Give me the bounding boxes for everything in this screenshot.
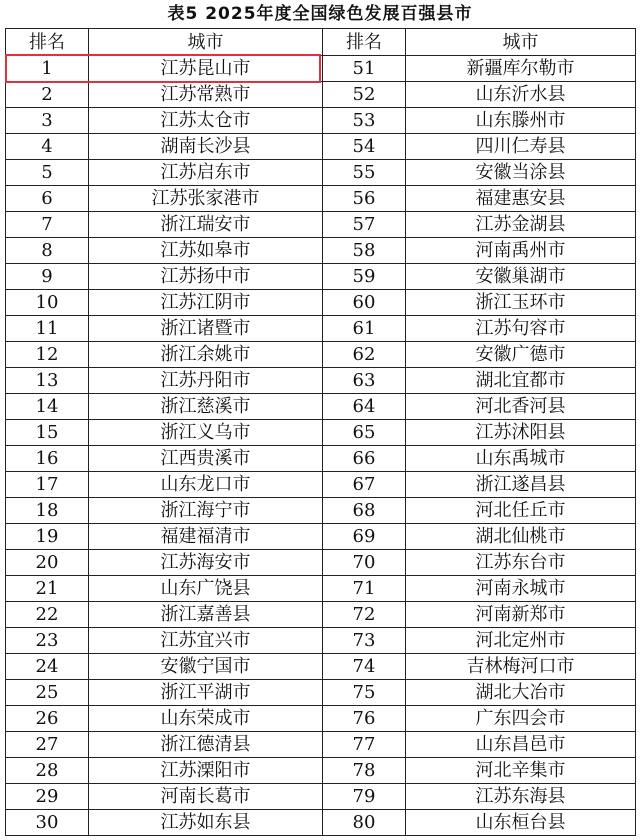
rank-cell-left: 17 bbox=[6, 472, 89, 498]
city-cell-left: 江苏如东县 bbox=[89, 810, 323, 836]
rank-cell-right: 80 bbox=[323, 810, 406, 836]
rank-cell-left: 20 bbox=[6, 550, 89, 576]
rank-cell-left: 5 bbox=[6, 160, 89, 186]
rank-cell-left: 26 bbox=[6, 706, 89, 732]
rank-cell-left: 24 bbox=[6, 654, 89, 680]
city-cell-right: 吉林梅河口市 bbox=[406, 654, 636, 680]
rank-cell-left: 9 bbox=[6, 264, 89, 290]
rank-cell-right: 70 bbox=[323, 550, 406, 576]
city-cell-left: 浙江诸暨市 bbox=[89, 316, 323, 342]
rank-cell-right: 51 bbox=[323, 56, 406, 82]
rank-cell-right: 56 bbox=[323, 186, 406, 212]
table-row bbox=[6, 420, 636, 446]
rank-cell-right: 60 bbox=[323, 290, 406, 316]
rank-cell-right: 75 bbox=[323, 680, 406, 706]
rank-cell-right: 65 bbox=[323, 420, 406, 446]
city-cell-left: 湖南长沙县 bbox=[89, 134, 323, 160]
table-row bbox=[6, 368, 636, 394]
table-row bbox=[6, 628, 636, 654]
table-row bbox=[6, 212, 636, 238]
header-rank-right: 排名 bbox=[323, 29, 406, 56]
city-cell-right: 湖北宜都市 bbox=[406, 368, 636, 394]
table-row bbox=[6, 238, 636, 264]
city-cell-right: 山东滕州市 bbox=[406, 108, 636, 134]
table-row bbox=[6, 82, 636, 108]
city-cell-right: 浙江遂昌县 bbox=[406, 472, 636, 498]
table-row bbox=[6, 134, 636, 160]
rank-cell-left: 10 bbox=[6, 290, 89, 316]
city-cell-left: 浙江海宁市 bbox=[89, 498, 323, 524]
city-cell-left: 浙江嘉善县 bbox=[89, 602, 323, 628]
city-cell-left: 河南长葛市 bbox=[89, 784, 323, 810]
rank-cell-right: 68 bbox=[323, 498, 406, 524]
rank-cell-left: 18 bbox=[6, 498, 89, 524]
city-cell-left: 浙江瑞安市 bbox=[89, 212, 323, 238]
rank-cell-right: 69 bbox=[323, 524, 406, 550]
city-cell-left: 江苏太仓市 bbox=[89, 108, 323, 134]
rank-cell-left: 25 bbox=[6, 680, 89, 706]
city-cell-right: 河北香河县 bbox=[406, 394, 636, 420]
rank-cell-right: 62 bbox=[323, 342, 406, 368]
rank-cell-left: 12 bbox=[6, 342, 89, 368]
table-row bbox=[6, 56, 636, 82]
table-row bbox=[6, 784, 636, 810]
table-row bbox=[6, 550, 636, 576]
city-cell-right: 江苏句容市 bbox=[406, 316, 636, 342]
rank-cell-right: 79 bbox=[323, 784, 406, 810]
city-cell-right: 河南永城市 bbox=[406, 576, 636, 602]
city-cell-right: 江苏东海县 bbox=[406, 784, 636, 810]
header-city-left: 城市 bbox=[89, 29, 323, 56]
city-cell-right: 河北辛集市 bbox=[406, 758, 636, 784]
city-cell-left: 江苏昆山市 bbox=[89, 56, 323, 82]
city-cell-right: 河北定州市 bbox=[406, 628, 636, 654]
rank-cell-left: 27 bbox=[6, 732, 89, 758]
city-cell-left: 江苏溧阳市 bbox=[89, 758, 323, 784]
table-row bbox=[6, 342, 636, 368]
table-row bbox=[6, 264, 636, 290]
table-header-row bbox=[6, 29, 636, 56]
city-cell-right: 湖北仙桃市 bbox=[406, 524, 636, 550]
rank-cell-right: 58 bbox=[323, 238, 406, 264]
rank-cell-left: 15 bbox=[6, 420, 89, 446]
table-row bbox=[6, 602, 636, 628]
table-row bbox=[6, 576, 636, 602]
city-cell-left: 安徽宁国市 bbox=[89, 654, 323, 680]
city-cell-left: 浙江余姚市 bbox=[89, 342, 323, 368]
table-row bbox=[6, 732, 636, 758]
rank-cell-left: 19 bbox=[6, 524, 89, 550]
rank-cell-left: 23 bbox=[6, 628, 89, 654]
rank-cell-right: 73 bbox=[323, 628, 406, 654]
city-cell-left: 江苏丹阳市 bbox=[89, 368, 323, 394]
rank-cell-right: 53 bbox=[323, 108, 406, 134]
header-city-right: 城市 bbox=[406, 29, 636, 56]
rank-cell-left: 3 bbox=[6, 108, 89, 134]
rank-cell-right: 59 bbox=[323, 264, 406, 290]
table-row bbox=[6, 290, 636, 316]
city-cell-left: 江西贵溪市 bbox=[89, 446, 323, 472]
rank-cell-left: 8 bbox=[6, 238, 89, 264]
rank-cell-left: 1 bbox=[6, 56, 89, 82]
rank-cell-left: 2 bbox=[6, 82, 89, 108]
rank-cell-left: 21 bbox=[6, 576, 89, 602]
rank-cell-right: 67 bbox=[323, 472, 406, 498]
city-cell-right: 山东昌邑市 bbox=[406, 732, 636, 758]
city-cell-left: 江苏张家港市 bbox=[89, 186, 323, 212]
rank-cell-right: 54 bbox=[323, 134, 406, 160]
city-cell-right: 浙江玉环市 bbox=[406, 290, 636, 316]
city-cell-left: 江苏江阴市 bbox=[89, 290, 323, 316]
rank-cell-left: 11 bbox=[6, 316, 89, 342]
city-cell-right: 湖北大冶市 bbox=[406, 680, 636, 706]
city-cell-left: 浙江慈溪市 bbox=[89, 394, 323, 420]
table-row bbox=[6, 108, 636, 134]
city-cell-right: 安徽当涂县 bbox=[406, 160, 636, 186]
city-cell-right: 江苏沭阳县 bbox=[406, 420, 636, 446]
city-cell-left: 江苏启东市 bbox=[89, 160, 323, 186]
rank-cell-right: 78 bbox=[323, 758, 406, 784]
city-cell-right: 福建惠安县 bbox=[406, 186, 636, 212]
rank-cell-right: 57 bbox=[323, 212, 406, 238]
city-cell-left: 浙江平湖市 bbox=[89, 680, 323, 706]
table-row bbox=[6, 654, 636, 680]
city-cell-right: 河南禹州市 bbox=[406, 238, 636, 264]
table-row bbox=[6, 498, 636, 524]
table-row bbox=[6, 524, 636, 550]
city-cell-right: 安徽广德市 bbox=[406, 342, 636, 368]
rank-cell-right: 52 bbox=[323, 82, 406, 108]
rank-cell-right: 55 bbox=[323, 160, 406, 186]
city-cell-left: 浙江义乌市 bbox=[89, 420, 323, 446]
city-cell-left: 福建福清市 bbox=[89, 524, 323, 550]
rank-cell-left: 7 bbox=[6, 212, 89, 238]
rank-cell-left: 30 bbox=[6, 810, 89, 836]
table-row bbox=[6, 810, 636, 836]
table-row bbox=[6, 160, 636, 186]
city-cell-right: 山东禹城市 bbox=[406, 446, 636, 472]
rank-cell-left: 14 bbox=[6, 394, 89, 420]
city-cell-right: 四川仁寿县 bbox=[406, 134, 636, 160]
rank-cell-right: 74 bbox=[323, 654, 406, 680]
ranking-table bbox=[5, 28, 636, 836]
rank-cell-left: 6 bbox=[6, 186, 89, 212]
city-cell-right: 江苏东台市 bbox=[406, 550, 636, 576]
rank-cell-right: 61 bbox=[323, 316, 406, 342]
rank-cell-right: 77 bbox=[323, 732, 406, 758]
rank-cell-left: 13 bbox=[6, 368, 89, 394]
rank-cell-right: 71 bbox=[323, 576, 406, 602]
table-title: 表5 2025年度全国绿色发展百强县市 bbox=[167, 4, 473, 24]
city-cell-left: 江苏如皋市 bbox=[89, 238, 323, 264]
table-row bbox=[6, 394, 636, 420]
city-cell-left: 浙江德清县 bbox=[89, 732, 323, 758]
header-rank-left: 排名 bbox=[6, 29, 89, 56]
rank-cell-right: 72 bbox=[323, 602, 406, 628]
table-row bbox=[6, 680, 636, 706]
table-row bbox=[6, 316, 636, 342]
rank-cell-left: 4 bbox=[6, 134, 89, 160]
table-row bbox=[6, 758, 636, 784]
city-cell-right: 广东四会市 bbox=[406, 706, 636, 732]
city-cell-left: 山东广饶县 bbox=[89, 576, 323, 602]
table-row bbox=[6, 446, 636, 472]
rank-cell-left: 16 bbox=[6, 446, 89, 472]
table-row bbox=[6, 186, 636, 212]
city-cell-left: 山东荣成市 bbox=[89, 706, 323, 732]
rank-cell-right: 63 bbox=[323, 368, 406, 394]
city-cell-right: 安徽巢湖市 bbox=[406, 264, 636, 290]
city-cell-left: 江苏扬中市 bbox=[89, 264, 323, 290]
rank-cell-right: 64 bbox=[323, 394, 406, 420]
city-cell-left: 江苏宜兴市 bbox=[89, 628, 323, 654]
city-cell-left: 江苏海安市 bbox=[89, 550, 323, 576]
city-cell-left: 山东龙口市 bbox=[89, 472, 323, 498]
rank-cell-left: 28 bbox=[6, 758, 89, 784]
city-cell-right: 新疆库尔勒市 bbox=[406, 56, 636, 82]
city-cell-right: 河南新郑市 bbox=[406, 602, 636, 628]
city-cell-right: 山东沂水县 bbox=[406, 82, 636, 108]
city-cell-right: 河北任丘市 bbox=[406, 498, 636, 524]
city-cell-right: 山东桓台县 bbox=[406, 810, 636, 836]
rank-cell-left: 29 bbox=[6, 784, 89, 810]
city-cell-right: 江苏金湖县 bbox=[406, 212, 636, 238]
table-row bbox=[6, 472, 636, 498]
table-row bbox=[6, 706, 636, 732]
rank-cell-left: 22 bbox=[6, 602, 89, 628]
city-cell-left: 江苏常熟市 bbox=[89, 82, 323, 108]
rank-cell-right: 76 bbox=[323, 706, 406, 732]
rank-cell-right: 66 bbox=[323, 446, 406, 472]
